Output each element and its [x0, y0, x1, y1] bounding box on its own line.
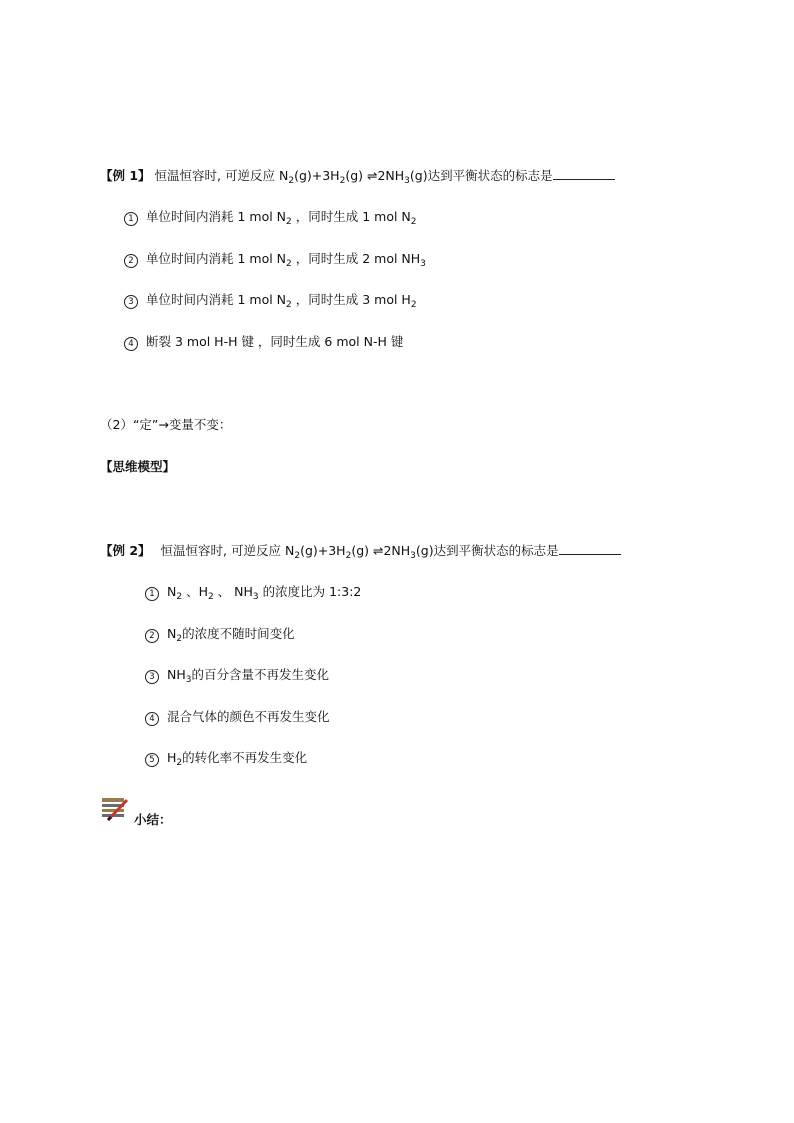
- circled-number-4: 4: [124, 337, 138, 351]
- circled-number-3: 3: [145, 670, 159, 684]
- circled-number-1: 1: [124, 212, 138, 226]
- ex1-option-1: 1 单位时间内消耗 1 mol $N_2$ ，同时生成 1 mol $N_2$: [124, 209, 417, 226]
- example-1-heading: 【例 1】 恒温恒容时, 可逆反应 $N_2(g)+3H_2(g)$ $\rightleftharpoons 2NH_3(g)$达到平衡状态的标志是: [100, 167, 615, 184]
- pen-notebook-icon: [100, 796, 130, 822]
- summary-label: 小结：: [134, 812, 172, 827]
- answer-blank: [559, 542, 621, 555]
- circled-number-2: 2: [124, 254, 138, 268]
- ex2-option-5: 5 $H_2$的转化率不再发生变化: [145, 750, 307, 767]
- example-1-tag: 【例 1】: [100, 168, 151, 183]
- example-2-heading: 【例 2】 恒温恒容时, 可逆反应 $N_2(g)+3H_2(g)$ $\rightleftharpoons 2NH_3(g)$达到平衡状态的标志是: [100, 542, 621, 559]
- thinking-model-title: 【思维模型】: [100, 459, 176, 474]
- circled-number-5: 5: [145, 753, 159, 767]
- circled-number-1: 1: [145, 587, 159, 601]
- ex1-option-2: 2 单位时间内消耗 1 mol $N_2$ ，同时生成 2 mol $NH_3$: [124, 251, 426, 268]
- section-2-heading: （2）“定”→变量不变：: [100, 417, 232, 432]
- ex1-option-3: 3 单位时间内消耗 1 mol $N_2$ ，同时生成 3 mol $H_2$: [124, 292, 417, 309]
- ex1-option-4: 4 断裂 3 mol H-H 键 ，同时生成 6 mol N-H 键: [124, 334, 403, 351]
- circled-number-2: 2: [145, 629, 159, 643]
- ex2-option-4: 4 混合气体的颜色不再发生变化: [145, 709, 330, 726]
- ex2-option-2: 2 $N_2$的浓度不随时间变化: [145, 626, 295, 643]
- ex2-option-1: 1 $N_2$ 、$H_2$ 、 $NH_3$ 的浓度比为 1:3:2: [145, 584, 361, 601]
- answer-blank: [553, 167, 615, 180]
- circled-number-3: 3: [124, 295, 138, 309]
- example-2-tag: 【例 2】: [100, 543, 151, 558]
- circled-number-4: 4: [145, 712, 159, 726]
- ex2-option-3: 3 $NH_3$的百分含量不再发生变化: [145, 667, 329, 684]
